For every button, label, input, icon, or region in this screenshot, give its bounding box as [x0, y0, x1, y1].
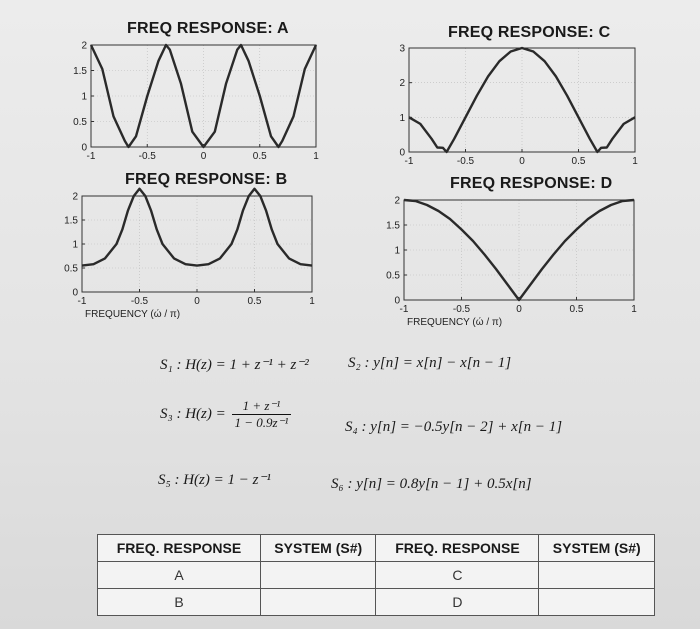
x-tick-label: 1 [632, 156, 638, 167]
x-tick-label: 1 [313, 151, 319, 162]
y-tick-label: 1.5 [64, 215, 78, 227]
y-tick-label: 0.5 [64, 263, 78, 275]
equation-s3-prefix: S₃ : H(z) = [160, 405, 226, 422]
x-tick-label: -0.5 [130, 296, 149, 307]
table-row [98, 589, 655, 616]
y-tick-label: 2 [81, 40, 87, 52]
system-answer-cell[interactable] [539, 589, 655, 616]
system-answer-cell[interactable] [260, 562, 376, 589]
chart-c-title: FREQ RESPONSE: C [448, 24, 611, 41]
y-tick-label: 0.5 [73, 117, 87, 128]
x-tick-label: 1 [309, 296, 315, 307]
chart-d-title: FREQ RESPONSE: D [450, 175, 613, 192]
equation-s3-fraction [232, 398, 292, 431]
equation-s3-denominator: 1 − 0.9z⁻¹ [234, 415, 289, 430]
x-tick-label: -0.5 [452, 304, 471, 315]
equation-s2: S₂ : y[n] = x[n] − x[n − 1] [348, 355, 512, 371]
equation-s4: S₄ : y[n] = −0.5y[n − 2] + x[n − 1] [345, 419, 563, 435]
x-tick-label: 0.5 [571, 156, 586, 167]
y-tick-label: 0 [394, 295, 400, 307]
system-answer-cell[interactable] [260, 589, 376, 616]
equation-s6: S₆ : y[n] = 0.8y[n − 1] + 0.5x[n] [331, 476, 532, 492]
y-tick-label: 1 [399, 112, 405, 124]
equation-s1: S₁ : H(z) = 1 + z⁻¹ + z⁻² [160, 357, 309, 373]
y-tick-label: 1 [394, 245, 400, 257]
equation-s3-numerator: 1 + z⁻¹ [232, 398, 292, 415]
x-tick-label: 0.5 [247, 296, 262, 307]
table-header: SYSTEM (S#) [539, 535, 655, 562]
equation-s5: S₅ : H(z) = 1 − z⁻¹ [158, 472, 271, 488]
answer-table [97, 534, 655, 616]
equation-s3 [160, 398, 291, 431]
x-tick-label: 0.5 [569, 304, 584, 315]
freq-response-cell: A [98, 562, 261, 589]
freq-response-cell: B [98, 589, 261, 616]
x-tick-label: -1 [404, 156, 414, 167]
y-tick-label: 2 [72, 191, 78, 203]
y-tick-label: 1.5 [386, 220, 400, 232]
y-tick-label: 1 [72, 239, 78, 251]
chart-b-title: FREQ RESPONSE: B [125, 171, 288, 188]
x-tick-label: 0.5 [252, 151, 267, 162]
x-tick-label: 0 [200, 151, 207, 162]
x-tick-label: 0 [194, 296, 200, 307]
x-axis-label: FREQUENCY (ώ / π) [85, 309, 181, 320]
table-header: FREQ. RESPONSE [376, 535, 539, 562]
chart-a-title: FREQ RESPONSE: A [127, 20, 289, 37]
y-tick-label: 1 [81, 91, 87, 103]
x-tick-label: 0 [519, 156, 525, 167]
freq-response-cell: D [376, 589, 539, 616]
y-tick-label: 1.5 [73, 66, 87, 77]
x-tick-label: -0.5 [456, 156, 475, 167]
y-tick-label: 0.5 [386, 270, 400, 282]
x-tick-label: -1 [399, 304, 409, 315]
system-answer-cell[interactable] [539, 562, 655, 589]
x-tick-label: 1 [631, 304, 637, 315]
y-tick-label: 3 [399, 43, 405, 55]
x-tick-label: 0 [516, 304, 522, 315]
table-header: SYSTEM (S#) [260, 535, 376, 562]
table-header-row [98, 535, 655, 562]
freq-response-cell: C [376, 562, 539, 589]
y-tick-label: 0 [399, 147, 405, 159]
x-axis-label: FREQUENCY (ώ / π) [407, 317, 503, 328]
table-header: FREQ. RESPONSE [98, 535, 261, 562]
y-tick-label: 2 [394, 195, 400, 207]
y-tick-label: 0 [72, 287, 78, 299]
table-row [98, 562, 655, 589]
x-tick-label: -1 [77, 296, 87, 307]
y-tick-label: 0 [81, 142, 87, 154]
y-tick-label: 2 [399, 78, 405, 90]
x-tick-label: -1 [86, 151, 96, 162]
x-tick-label: -0.5 [138, 151, 156, 162]
